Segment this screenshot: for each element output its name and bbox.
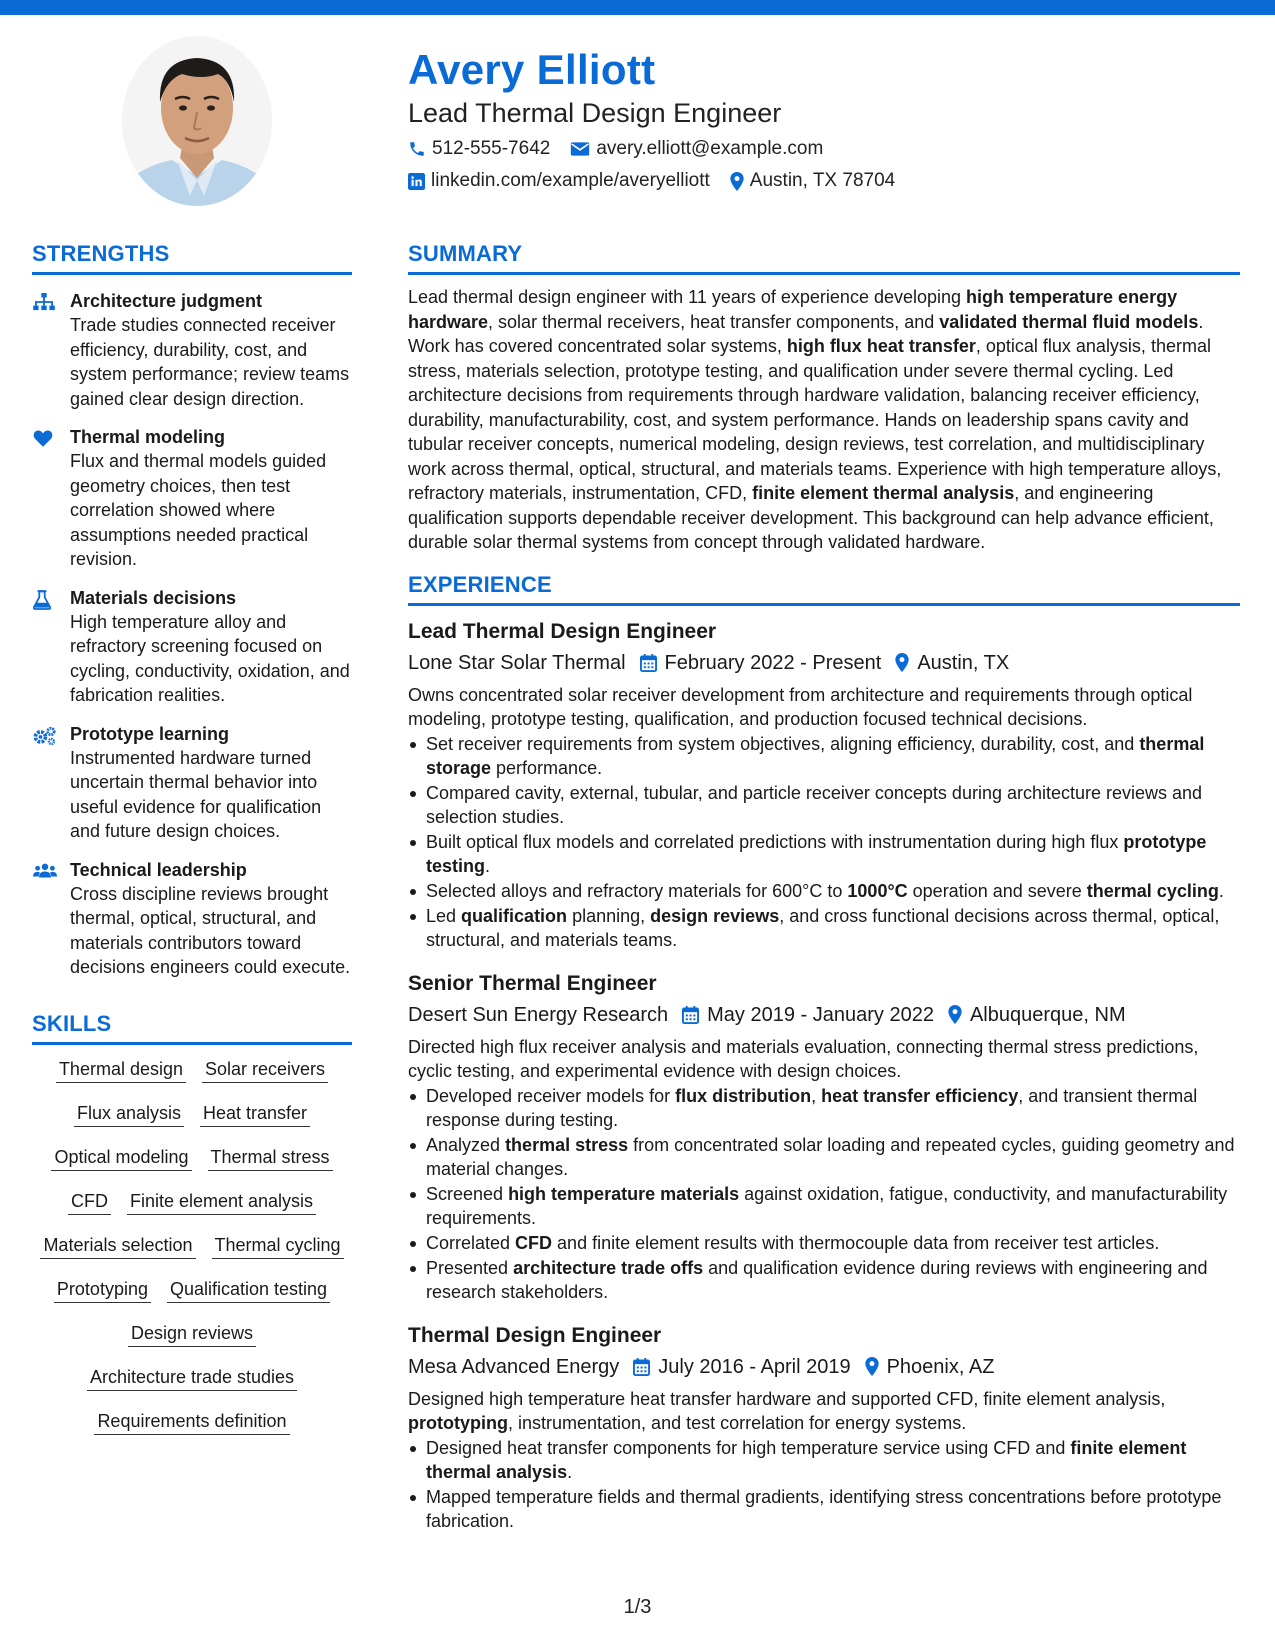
email-text: avery.elliott@example.com (596, 138, 824, 159)
strength-description: Cross discipline reviews brought thermal, optical, structural, and materials contributors toward decisions engineers could execute. (70, 883, 351, 977)
job-bullets (408, 732, 1240, 952)
contact-location (730, 170, 895, 192)
page-number: 1/3 (623, 1596, 652, 1618)
job-bullet: Set receiver requirements from system objectives, aligning efficiency, durability, cost, and thermal storage performance. (408, 732, 1240, 780)
strength-item (32, 858, 352, 980)
job-description: Designed high temperature heat transfer hardware and supported CFD, finite element analysis, prototyping, instrumentation, and test correlation for energy systems. (408, 1388, 1166, 1433)
job-dates: May 2019 - January 2022 (682, 1001, 934, 1029)
strengths-heading: STRENGTHS (32, 240, 352, 275)
experience-list (408, 618, 1240, 1533)
phone-icon (408, 140, 426, 158)
candidate-title: Lead Thermal Design Engineer (408, 98, 782, 128)
job-description: Directed high flux receiver analysis and materials evaluation, connecting thermal stress predictions, cyclic testing, and experimental evidence with design choices. (408, 1036, 1199, 1081)
map-pin-icon (948, 1005, 962, 1024)
job-meta (408, 1001, 1240, 1029)
map-pin-icon (865, 1357, 879, 1376)
skill-tag: Materials selection (40, 1233, 195, 1259)
skill-tag: Prototyping (54, 1277, 151, 1303)
job-bullet: Mapped temperature fields and thermal gradients, identifying stress concentrations before prototype fabrication. (408, 1485, 1240, 1533)
strength-description: Instrumented hardware turned uncertain thermal behavior into useful evidence for qualification and future design choices. (70, 747, 322, 841)
strength-title: Materials decisions (70, 587, 237, 608)
flask-icon (33, 590, 51, 610)
calendar-icon (633, 1358, 650, 1376)
envelope-icon (570, 141, 590, 157)
strength-item (32, 425, 352, 572)
strength-description: Flux and thermal models guided geometry choices, then test correlation showed where assumptions needed practical revision. (70, 451, 327, 569)
summary-text: Lead thermal design engineer with 11 years of experience developing high temperature energy hardware, solar thermal receivers, heat transfer components, and validated thermal fluid models. Work has covered concentrated solar systems, high flux heat transfer, optical flux analysis, thermal stress, materials selection, prototype testing, and qualification under severe thermal cycling. Led architecture decisions from requirements through hardware validation, balancing receiver efficiency, durability, manufacturability, cost, and system performance. Hands on leadership spans cavity and tubular receiver concepts, numerical modeling, design reviews, test correlation, and multidisciplinary work across thermal, optical, structural, and materials teams. Experience with high temperature alloys, refractory materials, instrumentation, CFD, finite element thermal analysis, and engineering qualification supports dependable receiver development. This background can help advance efficient, durable solar thermal systems from concept through validated hardware. (408, 287, 1222, 552)
location-text: Austin, TX 78704 (749, 170, 896, 191)
job-bullet: Presented architecture trade offs and qualification evidence during reviews with engineering and research stakeholders. (408, 1256, 1240, 1304)
contact-row-1 (408, 136, 1248, 162)
strength-title: Technical leadership (70, 859, 247, 880)
job-bullet: Designed heat transfer components for high temperature service using CFD and finite element thermal analysis. (408, 1436, 1240, 1484)
top-accent-bar (0, 0, 1275, 15)
linkedin-text: linkedin.com/example/averyelliott (431, 170, 710, 191)
skill-tag: Optical modeling (51, 1145, 191, 1171)
calendar-icon (640, 654, 657, 672)
job-bullet: Compared cavity, external, tubular, and particle receiver concepts during architecture reviews and selection studies. (408, 781, 1240, 829)
candidate-name: Avery Elliott (408, 46, 656, 93)
job-entry (408, 970, 1240, 1304)
job-location: Phoenix, AZ (865, 1353, 995, 1381)
skill-tag: Flux analysis (74, 1101, 184, 1127)
job-description: Owns concentrated solar receiver development from architecture and requirements through optical modeling, prototype testing, qualification, and production focused technical decisions. (408, 684, 1193, 729)
job-dates: February 2022 - Present (640, 649, 882, 677)
skill-tag: Requirements definition (94, 1409, 289, 1435)
skill-tag: Design reviews (128, 1321, 256, 1347)
summary-heading: SUMMARY (408, 240, 1240, 275)
strength-item (32, 586, 352, 708)
skill-tag: Qualification testing (167, 1277, 330, 1303)
job-company: Desert Sun Energy Research (408, 1003, 669, 1026)
job-company: Mesa Advanced Energy (408, 1355, 620, 1378)
strength-item (32, 289, 352, 411)
sitemap-icon (33, 293, 55, 311)
job-bullet: Analyzed thermal stress from concentrated solar loading and repeated cycles, guiding geometry and material changes. (408, 1133, 1240, 1181)
right-column (408, 240, 1240, 1534)
job-location: Albuquerque, NM (948, 1001, 1126, 1029)
skill-tag: Thermal design (56, 1057, 186, 1083)
calendar-icon (682, 1006, 699, 1024)
job-company: Lone Star Solar Thermal (408, 651, 626, 674)
job-title: Thermal Design Engineer (408, 1323, 662, 1347)
job-bullets (408, 1084, 1240, 1304)
contact-email[interactable] (570, 138, 823, 160)
skills-list (32, 1057, 352, 1435)
strength-item (32, 722, 352, 844)
profile-photo (122, 36, 272, 206)
job-bullet: Correlated CFD and finite element results with thermocouple data from receiver test articles. (408, 1231, 1240, 1255)
strength-title: Thermal modeling (70, 427, 226, 447)
job-bullet: Selected alloys and refractory materials for 600°C to 1000°C operation and severe thermal cycling. (408, 879, 1240, 903)
job-bullet: Built optical flux models and correlated predictions with instrumentation during high flux prototype testing. (408, 830, 1240, 878)
job-title: Senior Thermal Engineer (408, 971, 657, 995)
skill-tag: CFD (68, 1189, 111, 1215)
strength-description: Trade studies connected receiver efficiency, durability, cost, and system performance; review teams gained clear design direction. (70, 315, 350, 409)
skill-tag: Thermal stress (208, 1145, 333, 1171)
contact-row-2 (408, 168, 1248, 194)
job-entry (408, 1322, 1240, 1533)
job-location: Austin, TX (895, 649, 1009, 677)
job-bullet: Developed receiver models for flux distribution, heat transfer efficiency, and transient thermal response during testing. (408, 1084, 1240, 1132)
phone-text: 512-555-7642 (432, 138, 551, 159)
strength-description: High temperature alloy and refractory screening focused on cycling, conductivity, oxidation, and fabrication realities. (70, 611, 350, 705)
job-dates: July 2016 - April 2019 (633, 1353, 850, 1381)
left-column (32, 240, 352, 1435)
resume-header (408, 44, 1248, 194)
job-bullet: Led qualification planning, design reviews, and cross functional decisions across thermal, optical, structural, and materials teams. (408, 904, 1240, 952)
skill-tag: Thermal cycling (212, 1233, 344, 1259)
skill-tag: Architecture trade studies (87, 1365, 297, 1391)
job-bullet: Screened high temperature materials against oxidation, fatigue, conductivity, and manufacturability requirements. (408, 1182, 1240, 1230)
job-entry (408, 618, 1240, 952)
linkedin-icon (408, 173, 425, 190)
strength-title: Prototype learning (70, 723, 230, 744)
contact-linkedin[interactable] (408, 170, 710, 192)
gears-icon (33, 726, 57, 746)
users-icon (33, 862, 57, 880)
experience-heading: EXPERIENCE (408, 571, 1240, 606)
job-bullets (408, 1436, 1240, 1533)
contact-phone[interactable] (408, 138, 550, 160)
map-pin-icon (730, 172, 744, 191)
skills-heading: SKILLS (32, 1010, 352, 1045)
strength-title: Architecture judgment (70, 291, 263, 311)
job-meta (408, 649, 1240, 677)
job-title: Lead Thermal Design Engineer (408, 619, 717, 643)
map-pin-icon (895, 653, 909, 672)
skill-tag: Finite element analysis (127, 1189, 316, 1215)
skill-tag: Solar receivers (202, 1057, 328, 1083)
job-meta (408, 1353, 1240, 1381)
skill-tag: Heat transfer (200, 1101, 310, 1127)
heart-icon (33, 429, 53, 447)
